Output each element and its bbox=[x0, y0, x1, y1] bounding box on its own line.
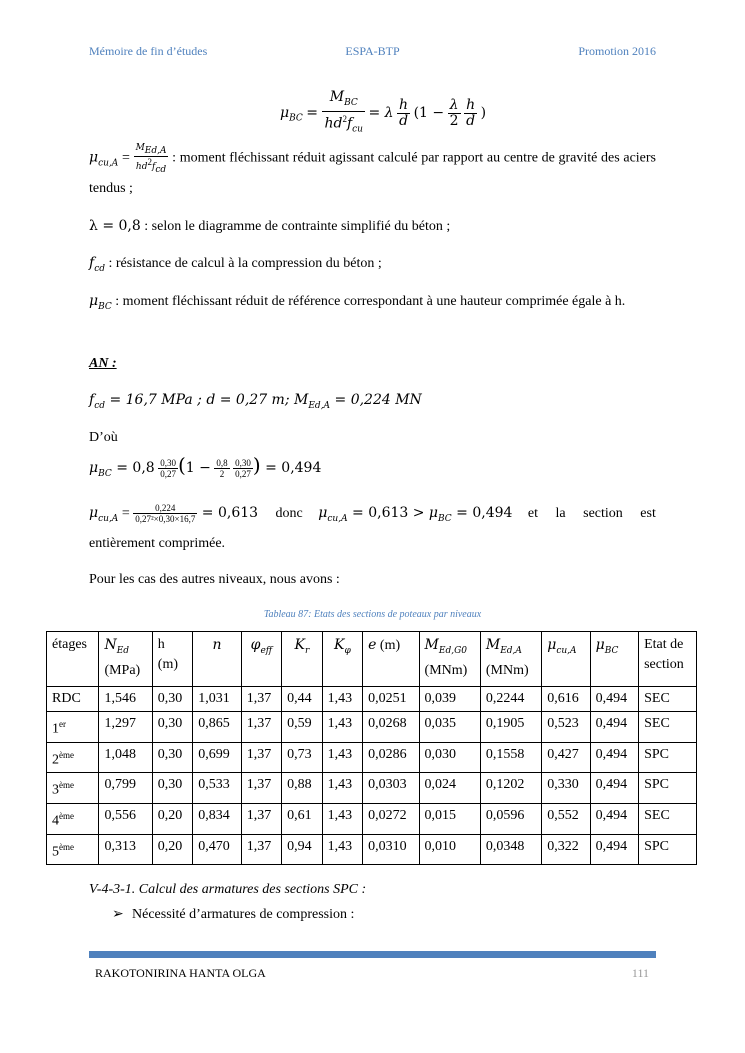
definition-mu-cu-a: $\mu_{cu,A}$ = $\frac{M_{Ed,A}}{hd^2f_{cd}}$ : moment fléchissant réduit agissant calculé par rapport au centre de gravité des aciers tendus ; bbox=[89, 143, 656, 197]
header-med-a: $M_{Ed,A}$ (MNm) bbox=[480, 632, 541, 687]
table-cell: 1,031 bbox=[193, 687, 241, 712]
table-header-row bbox=[47, 632, 697, 687]
definition-lambda: λ = 0,8 : selon le diagramme de contrainte simplifié du béton ; bbox=[89, 218, 451, 234]
footer-bar bbox=[89, 951, 656, 958]
header-h: h (m) bbox=[152, 632, 192, 687]
table-cell: SEC bbox=[639, 687, 697, 712]
table-cell: 0,0268 bbox=[363, 712, 419, 743]
table-cell: 0,494 bbox=[590, 834, 638, 865]
table-cell: 0,2244 bbox=[480, 687, 541, 712]
cell-level: 2ème bbox=[47, 742, 99, 773]
table-cell: 0,494 bbox=[590, 803, 638, 834]
table-cell: 0,865 bbox=[193, 712, 241, 743]
table-cell: 0,30 bbox=[152, 773, 192, 804]
table-cell: 0,1202 bbox=[480, 773, 541, 804]
cell-level: 4ème bbox=[47, 803, 99, 834]
page-header bbox=[89, 44, 656, 60]
an-title: AN : bbox=[89, 356, 117, 371]
table-cell: 0,1558 bbox=[480, 742, 541, 773]
table-row bbox=[47, 773, 697, 804]
table-cell: 0,552 bbox=[542, 803, 590, 834]
table-cell: 1,048 bbox=[99, 742, 152, 773]
table-cell: 0,024 bbox=[419, 773, 480, 804]
header-mu-cu-a: $\mu_{cu,A}$ bbox=[542, 632, 590, 687]
other-levels-text: Pour les cas des autres niveaux, nous avons : bbox=[89, 572, 340, 587]
definition-fcd: $f_{cd}$ : résistance de calcul à la compression du béton ; bbox=[89, 255, 382, 274]
sections-table bbox=[46, 631, 697, 865]
table-cell: 0,556 bbox=[99, 803, 152, 834]
arrow-bullet-icon: ➢ bbox=[112, 907, 124, 922]
table-cell: 0,616 bbox=[542, 687, 590, 712]
dou-label: D’où bbox=[89, 430, 118, 445]
table-cell: 0,0348 bbox=[480, 834, 541, 865]
page-number: 111 bbox=[631, 966, 649, 980]
table-cell: 1,37 bbox=[241, 834, 281, 865]
table-cell: 1,37 bbox=[241, 773, 281, 804]
table-cell: 0,313 bbox=[99, 834, 152, 865]
header-n: n bbox=[193, 632, 241, 687]
table-cell: 0,322 bbox=[542, 834, 590, 865]
table-cell: 0,1905 bbox=[480, 712, 541, 743]
subsection-title: V-4-3-1. Calcul des armatures des sections SPC : bbox=[89, 882, 367, 897]
definition-mu-bc: $\mu_{BC}$ : moment fléchissant réduit de référence correspondant à une hauteur comprimée égale à h. bbox=[89, 293, 626, 312]
cell-level: 1er bbox=[47, 712, 99, 743]
header-e: e (m) bbox=[363, 632, 419, 687]
table-cell: 0,799 bbox=[99, 773, 152, 804]
header-school: ESPA-BTP bbox=[345, 44, 400, 58]
bullet-text: Nécessité d’armatures de compression : bbox=[132, 907, 355, 922]
table-cell: 0,010 bbox=[419, 834, 480, 865]
table-cell: 0,30 bbox=[152, 687, 192, 712]
header-med-g0: $M_{Ed,G0}$ (MNm) bbox=[419, 632, 480, 687]
table-cell: 0,0272 bbox=[363, 803, 419, 834]
table-cell: SEC bbox=[639, 712, 697, 743]
table-cell: 0,015 bbox=[419, 803, 480, 834]
table-cell: 1,37 bbox=[241, 742, 281, 773]
table-cell: 1,546 bbox=[99, 687, 152, 712]
table-cell: 0,73 bbox=[282, 742, 322, 773]
table-cell: 1,37 bbox=[241, 803, 281, 834]
table-cell: 0,030 bbox=[419, 742, 480, 773]
cell-level: RDC bbox=[47, 687, 99, 712]
table-cell: 1,43 bbox=[322, 773, 362, 804]
table-cell: 0,494 bbox=[590, 773, 638, 804]
table-cell: 0,834 bbox=[193, 803, 241, 834]
table-cell: 0,494 bbox=[590, 742, 638, 773]
table-cell: 0,30 bbox=[152, 742, 192, 773]
table-cell: 1,37 bbox=[241, 712, 281, 743]
table-cell: 0,20 bbox=[152, 803, 192, 834]
table-cell: 0,0310 bbox=[363, 834, 419, 865]
table-row bbox=[47, 834, 697, 865]
table-cell: 0,61 bbox=[282, 803, 322, 834]
table-cell: 1,297 bbox=[99, 712, 152, 743]
header-promotion: Promotion 2016 bbox=[578, 44, 656, 58]
table-cell: 1,43 bbox=[322, 712, 362, 743]
table-cell: 0,470 bbox=[193, 834, 241, 865]
table-cell: 1,43 bbox=[322, 742, 362, 773]
cell-level: 5ème bbox=[47, 834, 99, 865]
table-cell: 1,43 bbox=[322, 803, 362, 834]
header-kphi: $K_\varphi$ bbox=[322, 632, 362, 687]
header-etat: Etat de section bbox=[639, 632, 697, 687]
header-phi-eff: $\varphi_{eff}$ bbox=[241, 632, 281, 687]
table-cell: 0,039 bbox=[419, 687, 480, 712]
header-mu-bc: $\mu_{BC}$ bbox=[590, 632, 638, 687]
header-kr: $K_r$ bbox=[282, 632, 322, 687]
calc-mu-cu-a: $\mu_{cu,A}$ = $\frac{0,224}{\text{0,27²×0,30×16,7}}$ = 0,613 donc $\mu_{cu,A} = 0,613 > \mu_{BC} = 0,494$ et la section est bbox=[89, 503, 656, 525]
table-cell: 0,94 bbox=[282, 834, 322, 865]
table-cell: 0,44 bbox=[282, 687, 322, 712]
table-cell: 0,0596 bbox=[480, 803, 541, 834]
header-ned: $N_{Ed}$ (MPa) bbox=[99, 632, 152, 687]
header-etages: étages bbox=[47, 632, 99, 687]
bullet-item bbox=[112, 906, 354, 923]
table-row bbox=[47, 803, 697, 834]
table-cell: SPC bbox=[639, 742, 697, 773]
table-cell: 0,330 bbox=[542, 773, 590, 804]
table-cell: 0,0286 bbox=[363, 742, 419, 773]
table-cell: 0,494 bbox=[590, 687, 638, 712]
table-cell: SPC bbox=[639, 834, 697, 865]
table-row bbox=[47, 742, 697, 773]
cell-level: 3ème bbox=[47, 773, 99, 804]
formula-mu-bc: $\mu_{BC}$ = $\frac{M_{BC}}{hd^2f_{cu}}$ = λ $\frac{h}{d}$ (1 − $\frac{\lambda}{2}$ $\frac{h}{d}$ ) bbox=[280, 89, 487, 135]
table-cell: 0,0303 bbox=[363, 773, 419, 804]
table-row bbox=[47, 687, 697, 712]
table-cell: 0,0251 bbox=[363, 687, 419, 712]
table-cell: 0,699 bbox=[193, 742, 241, 773]
table-cell: 0,533 bbox=[193, 773, 241, 804]
table-cell: 0,523 bbox=[542, 712, 590, 743]
calc-mu-bc: $\mu_{BC} = 0,8$ $\frac{0,30}{0,27}$ (1 − $\frac{0,8}{2}$ $\frac{0,30}{0,27}$ ) = 0,494 bbox=[89, 453, 322, 480]
table-cell: 0,427 bbox=[542, 742, 590, 773]
table-cell: 0,494 bbox=[590, 712, 638, 743]
table-cell: 0,20 bbox=[152, 834, 192, 865]
table-cell: 0,30 bbox=[152, 712, 192, 743]
footer-author: RAKOTONIRINA HANTA OLGA bbox=[95, 966, 266, 980]
an-values: $f_{cd} = 16,7$ MPa ; d = 0,27 m; $M_{Ed,A} = 0,224$ MN bbox=[89, 392, 422, 411]
table-cell: SEC bbox=[639, 803, 697, 834]
table-cell: 1,43 bbox=[322, 834, 362, 865]
table-caption: Tableau 87: Etats des sections de poteaux par niveaux bbox=[263, 609, 482, 620]
table-cell: 1,37 bbox=[241, 687, 281, 712]
calc-conclusion: entièrement comprimée. bbox=[89, 536, 226, 551]
header-thesis-label: Mémoire de fin d’études bbox=[89, 44, 208, 58]
table-row bbox=[47, 712, 697, 743]
table-cell: 0,035 bbox=[419, 712, 480, 743]
table-cell: 0,59 bbox=[282, 712, 322, 743]
table-cell: SPC bbox=[639, 773, 697, 804]
table-cell: 0,88 bbox=[282, 773, 322, 804]
table-cell: 1,43 bbox=[322, 687, 362, 712]
